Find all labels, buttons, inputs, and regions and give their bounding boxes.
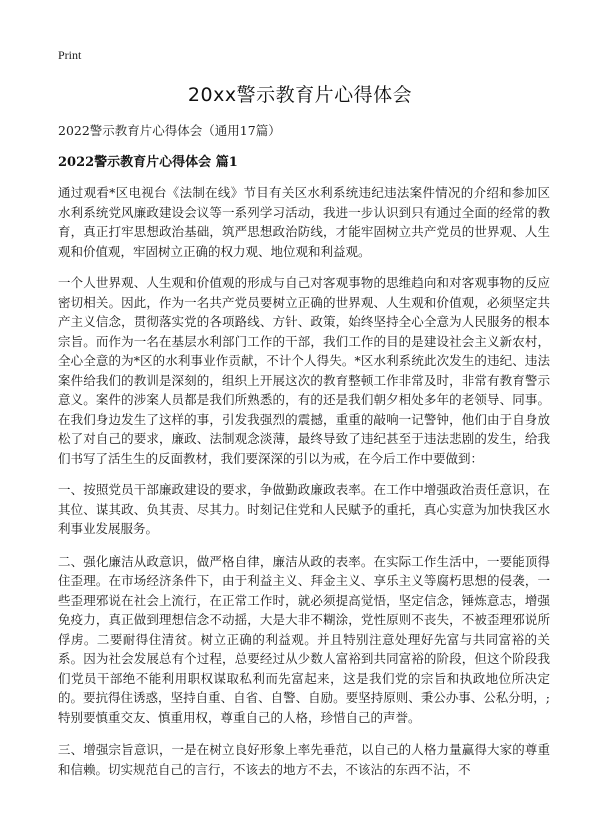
paragraph-1: 通过观看*区电视台《法制在线》节目有关区水利系统违纪违法案件情况的介绍和参加区水利系统党风廉政建设会议等一系列学习活动，我进一步认识到只有通过全面的经常的教育，真正打牢思想政治基础，筑严思想政治防线，才能牢固树立共产党员的世界观、人生观和价值观，牢固树立正确的权力观、地位观和利益观。 xyxy=(58,185,550,259)
paragraph-2: 一个人世界观、人生观和价值观的形成与自己对客观事物的思维趋向和对客观事物的反应密切相关。因此，作为一名共产党员要树立正确的世界观、人生观和价值观，必须坚定共产主义信念，贯彻落实党的各项路线、方针、政策，始终坚持全心全意为人民服务的根本宗旨。而作为一名在基层水利部门工作的干部，我们工作的目的是建设社会主义新农村，全心全意的为*区的水利事业作贡献，不计个人得失。*区水利系统此次发生的违纪、违法案件给我们的教训是深刻的，组织上开展这次的教育整顿工作非常及时，非常有教育警示意义。案件的涉案人员都是我们所熟悉的，有的还是我们朝夕相处多年的老领导、同事。在我们身边发生了这样的事，引发我强烈的震撼，重重的敲响一记警钟，他们由于自身放松了对自己的要求，廉政、法制观念淡薄，最终导致了违纪甚至于违法悲剧的发生，给我们书写了活生生的反面教材，我们要深深的引以为戒，在今后工作中要做到： xyxy=(58,275,550,466)
paragraph-4: 二、强化廉洁从政意识，做严格自律，廉洁从政的表率。在实际工作生活中，一要能顶得住歪理。在市场经济条件下，由于利益主义、拜金主义、享乐主义等腐朽思想的侵袭，一些歪理邪说在社会上流行，在正常工作时，就必须提高觉悟，坚定信念，锤炼意志，增强免疫力，真正做到理想信念不动摇，大是大非不糊涂，党性原则不丧失，不被歪理邪说所俘虏。二要耐得住清贫。树立正确的利益观。并且特别注意处理好先富与共同富裕的关系。因为社会发展总有个过程，总要经过从少数人富裕到共同富裕的阶段，但这个阶段我们党员干部绝不能利用职权谋取私利而先富起来，这是我们党的宗旨和执政地位所决定的。要抗得住诱惑，坚持自重、自省、自警、自励。要坚持原则、秉公办事、公私分明，;特别要慎重交友、慎重用权，尊重自己的人格，珍惜自己的声誉。 xyxy=(58,553,550,725)
document-subtitle: 2022警示教育片心得体会（通用17篇） xyxy=(58,123,281,138)
paragraph-3: 一、按照党员干部廉政建设的要求，争做勤政廉政表率。在工作中增强政治责任意识，在其位、谋其政、负其责、尽其力。时刻记住党和人民赋予的重托，真心实意为加快我区水利事业发展服务。 xyxy=(58,482,550,536)
section-heading: 2022警示教育片心得体会 篇1 xyxy=(58,155,238,170)
document-body xyxy=(58,183,550,792)
document-title: 20xx警示教育片心得体会 xyxy=(187,84,413,106)
print-link[interactable]: Print xyxy=(58,48,82,62)
paragraph-5: 三、增强宗旨意识，一是在树立良好形象上率先垂范，以自己的人格力量赢得大家的尊重和信赖。切实规范自己的言行，不该去的地方不去，不该沾的东西不沾，不 xyxy=(58,742,550,777)
